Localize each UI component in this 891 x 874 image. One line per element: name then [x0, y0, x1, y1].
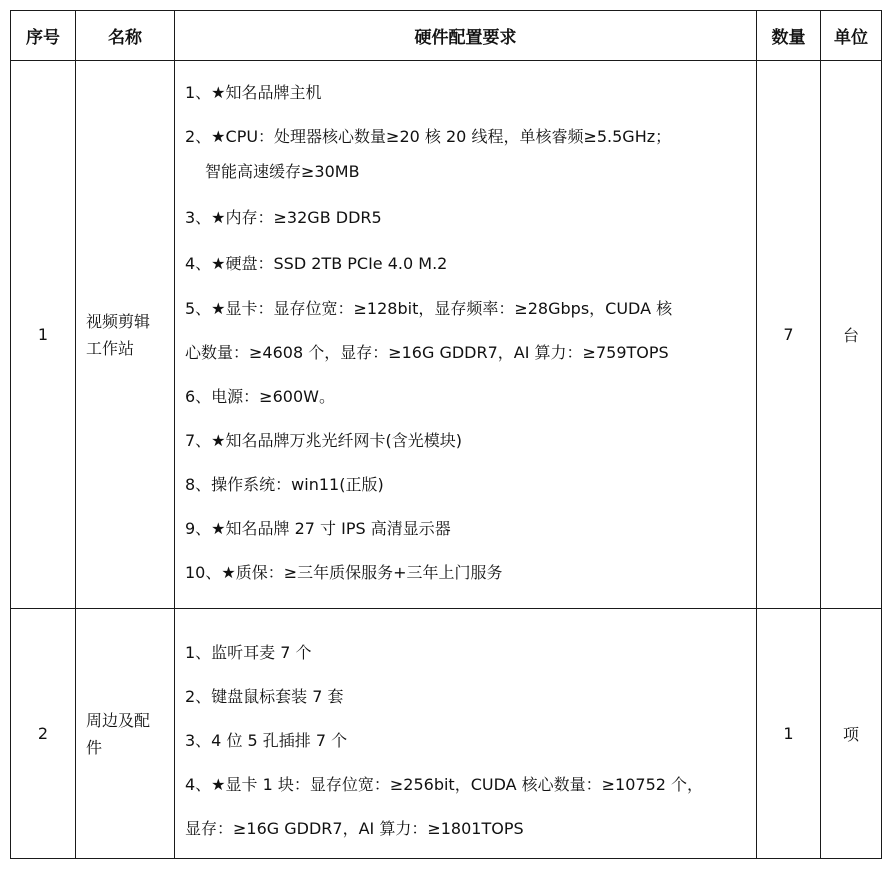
spec-line: 4、★硬盘：SSD 2TB PCIe 4.0 M.2: [185, 254, 448, 273]
row-index: 1: [11, 61, 76, 609]
spec-line: 5、★显卡：显存位宽：≥128bit，显存频率：≥28Gbps，CUDA 核: [185, 299, 673, 318]
spec-line: 10、★质保：≥三年质保服务+三年上门服务: [185, 563, 503, 582]
spec-list: [185, 609, 748, 851]
row-name: 周边及配件: [76, 609, 175, 859]
header-spec: 硬件配置要求: [175, 11, 757, 61]
header-index: 序号: [11, 11, 76, 61]
spec-line: 8、操作系统：win11(正版): [185, 475, 384, 494]
spec-line: 7、★知名品牌万兆光纤网卡(含光模块): [185, 431, 463, 450]
spec-line: 心数量：≥4608 个，显存：≥16G GDDR7，AI 算力：≥759TOPS: [185, 343, 669, 362]
spec-line: 1、★知名品牌主机: [185, 83, 322, 102]
spec-line: 3、4 位 5 孔插排 7 个: [185, 731, 348, 750]
spec-line: 4、★显卡 1 块：显存位宽：≥256bit，CUDA 核心数量：≥10752 个，: [185, 775, 704, 794]
row-qty: 7: [757, 61, 821, 609]
row-spec-cell: [175, 61, 757, 609]
header-qty: 数量: [757, 11, 821, 61]
row-unit: 项: [821, 609, 882, 859]
spec-line: 显存：≥16G GDDR7，AI 算力：≥1801TOPS: [185, 819, 524, 838]
row-qty: 1: [757, 609, 821, 859]
row-unit: 台: [821, 61, 882, 609]
spec-line: 2、★CPU：处理器核心数量≥20 核 20 线程，单核睿频≥5.5GHz；: [185, 127, 672, 146]
header-unit: 单位: [821, 11, 882, 61]
row-spec-cell: [175, 609, 757, 859]
row-index: 2: [11, 609, 76, 859]
spec-line: 1、监听耳麦 7 个: [185, 643, 312, 662]
spec-line: 3、★内存：≥32GB DDR5: [185, 208, 382, 227]
spec-list: [185, 61, 748, 595]
spec-line: 6、电源：≥600W。: [185, 387, 335, 406]
spec-line-continuation: 智能高速缓存≥30MB: [205, 162, 360, 181]
spec-line: 2、键盘鼠标套装 7 套: [185, 687, 344, 706]
header-name: 名称: [76, 11, 175, 61]
row-name: 视频剪辑工作站: [76, 61, 175, 609]
table-row: [11, 609, 882, 859]
spec-line: 9、★知名品牌 27 寸 IPS 高清显示器: [185, 519, 451, 538]
hardware-spec-table: [10, 10, 882, 859]
table-row: [11, 61, 882, 609]
table-header-row: [11, 11, 882, 61]
